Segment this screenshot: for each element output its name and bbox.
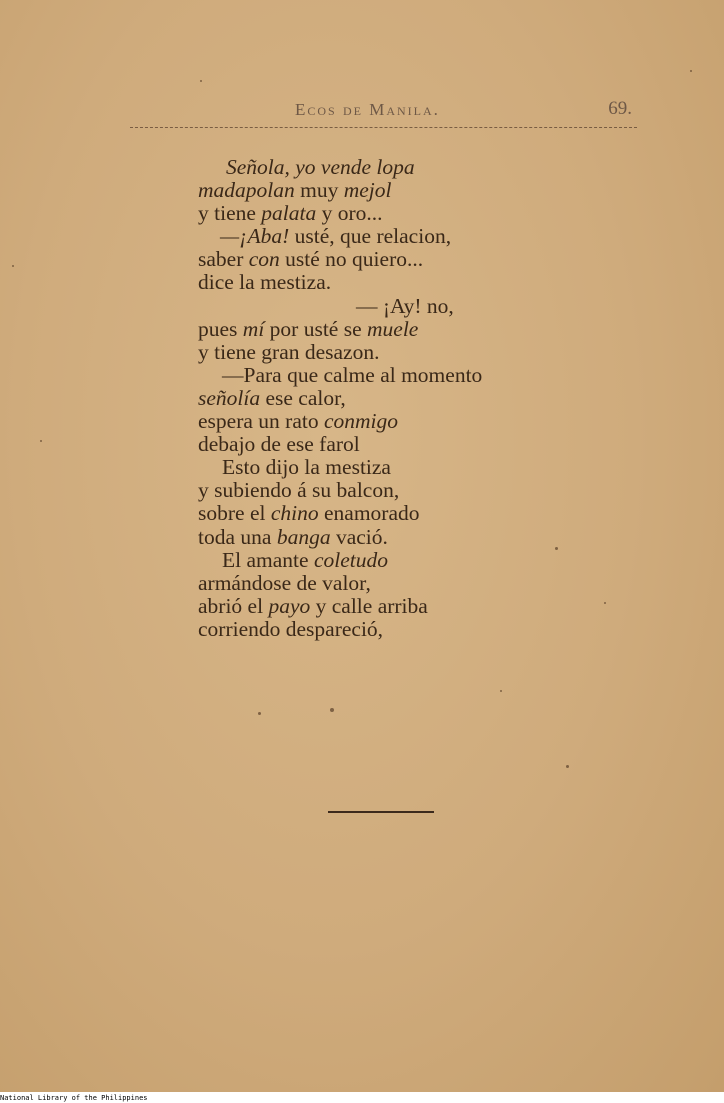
paper-speck [555, 547, 558, 550]
poem-line [198, 595, 598, 618]
text: y oro... [316, 201, 383, 226]
italic-text: banga [276, 524, 331, 549]
poem-line [198, 156, 598, 179]
text: y subiendo á su balcon, [198, 478, 400, 503]
paper-speck [690, 70, 692, 72]
header-rule [130, 127, 637, 131]
text: usté no quiero... [279, 247, 424, 272]
text: ese calor, [260, 385, 346, 410]
text: saber [198, 247, 249, 272]
italic-text: mí [242, 316, 265, 341]
text: y tiene gran desazon. [198, 339, 380, 364]
text: toda una [198, 524, 277, 549]
poem-line [198, 179, 598, 202]
poem-line [198, 248, 598, 271]
poem-line [198, 526, 598, 549]
italic-text: madapolan [198, 178, 295, 203]
paper-speck [604, 602, 606, 604]
paper-speck [500, 690, 502, 692]
poem-line [198, 618, 598, 641]
paper-speck [566, 765, 569, 768]
page-number: 69. [608, 98, 632, 119]
poem-line [198, 433, 598, 456]
footer-credit: National Library of the Philippines [0, 1094, 148, 1102]
text: espera un rato [198, 409, 324, 434]
poem-line [198, 502, 598, 525]
paper-speck [40, 440, 42, 442]
poem-text [198, 156, 598, 641]
text: pues [198, 316, 243, 341]
page-header [150, 98, 640, 124]
text: debajo de ese farol [198, 432, 360, 457]
text: muy [294, 178, 344, 203]
poem-line [198, 549, 598, 572]
italic-text: palata [261, 201, 317, 226]
italic-text: mejol [343, 178, 392, 203]
text: Esto dijo la mestiza [222, 455, 391, 480]
text: y tiene [198, 201, 262, 226]
text: abrió el [198, 593, 269, 618]
poem-line [198, 225, 598, 248]
text: sobre el [198, 501, 271, 526]
text: usté, que relacion, [289, 224, 452, 249]
text: por usté se [264, 316, 367, 341]
italic-text: con [248, 247, 280, 272]
end-rule [328, 811, 434, 813]
paper-speck [258, 712, 261, 715]
poem-line [198, 341, 598, 364]
text: y calle arriba [310, 593, 428, 618]
poem-line [198, 364, 598, 387]
italic-text: conmigo [323, 409, 399, 434]
italic-text: payo [268, 593, 311, 618]
paper-speck [200, 80, 202, 82]
text: corriendo despareció, [198, 616, 384, 641]
italic-text: señolía [198, 385, 261, 410]
italic-text: coletudo [313, 547, 388, 572]
italic-text: muele [367, 316, 419, 341]
paper-speck [330, 708, 334, 712]
poem-line [198, 202, 598, 225]
italic-text: Señola, yo vende lopa [226, 155, 415, 179]
italic-text: chino [270, 501, 319, 526]
running-title: Ecos de Manila. [295, 100, 440, 119]
text: dice la mestiza. [198, 270, 332, 295]
poem-line [198, 456, 598, 479]
poem-line [198, 410, 598, 433]
text: armándose de valor, [198, 570, 371, 595]
poem-line [198, 271, 598, 294]
poem-line [198, 295, 598, 318]
poem-line [198, 387, 598, 410]
text: enamorado [318, 501, 420, 526]
text: — ¡Ay! no, [356, 293, 454, 318]
italic-text: —¡Aba! [220, 224, 290, 249]
poem-line [198, 572, 598, 595]
poem-line [198, 318, 598, 341]
poem-line [198, 479, 598, 502]
text: —Para que calme al momento [222, 362, 483, 387]
text: vació. [330, 524, 388, 549]
text: El amante [222, 547, 314, 572]
paper-speck [12, 265, 14, 267]
